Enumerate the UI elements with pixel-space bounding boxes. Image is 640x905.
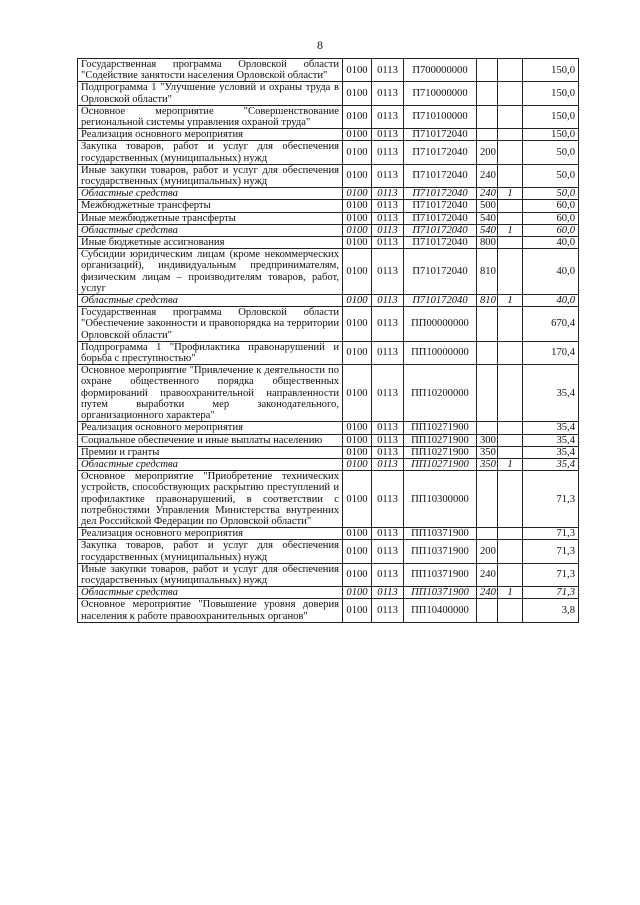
table-row (78, 446, 579, 458)
row-amount-cell: 150,0 (523, 105, 579, 128)
row-amount-cell: 3,8 (523, 599, 579, 622)
row-section-cell: 0100 (343, 249, 372, 295)
row-subsection-cell: 0113 (372, 200, 404, 212)
row-expense-type-cell: 240 (477, 188, 498, 200)
table-row (78, 82, 579, 105)
row-source-cell (498, 129, 523, 141)
row-name-cell: Основное мероприятие "Совершенствование региональной системы управления охраной труда" (78, 105, 343, 128)
row-subsection-cell: 0113 (372, 212, 404, 224)
row-name-cell: Реализация основного мероприятия (78, 422, 343, 434)
row-expense-type-cell (477, 82, 498, 105)
table-row (78, 200, 579, 212)
row-target-code-cell: ПП10300000 (404, 471, 477, 528)
row-amount-cell: 35,4 (523, 434, 579, 446)
row-source-cell (498, 200, 523, 212)
row-amount-cell: 35,4 (523, 458, 579, 470)
row-name-cell: Иные закупки товаров, работ и услуг для обеспечения государственных (муниципальных) нужд (78, 164, 343, 187)
row-subsection-cell: 0113 (372, 422, 404, 434)
row-expense-type-cell: 200 (477, 540, 498, 563)
row-amount-cell: 71,3 (523, 587, 579, 599)
table-row (78, 212, 579, 224)
row-target-code-cell: ПП10371900 (404, 540, 477, 563)
row-source-cell (498, 105, 523, 128)
row-name-cell: Областные средства (78, 188, 343, 200)
row-subsection-cell: 0113 (372, 365, 404, 422)
table-row (78, 224, 579, 236)
table-row (78, 307, 579, 342)
row-expense-type-cell: 810 (477, 249, 498, 295)
row-expense-type-cell: 350 (477, 446, 498, 458)
row-amount-cell: 60,0 (523, 200, 579, 212)
row-name-cell: Межбюджетные трансферты (78, 200, 343, 212)
row-subsection-cell: 0113 (372, 249, 404, 295)
table-row (78, 528, 579, 540)
table-row (78, 164, 579, 187)
row-section-cell: 0100 (343, 59, 372, 82)
row-source-cell: 1 (498, 295, 523, 307)
table-row (78, 434, 579, 446)
row-expense-type-cell (477, 365, 498, 422)
table-row (78, 295, 579, 307)
row-name-cell: Областные средства (78, 295, 343, 307)
row-subsection-cell: 0113 (372, 540, 404, 563)
row-source-cell: 1 (498, 188, 523, 200)
row-target-code-cell: П710100000 (404, 105, 477, 128)
row-subsection-cell: 0113 (372, 307, 404, 342)
table-row (78, 471, 579, 528)
row-target-code-cell: П710172040 (404, 212, 477, 224)
row-name-cell: Реализация основного мероприятия (78, 129, 343, 141)
row-source-cell (498, 341, 523, 364)
row-name-cell: Реализация основного мероприятия (78, 528, 343, 540)
budget-table (77, 58, 579, 623)
row-section-cell: 0100 (343, 587, 372, 599)
row-amount-cell: 50,0 (523, 164, 579, 187)
row-amount-cell: 60,0 (523, 212, 579, 224)
row-source-cell (498, 141, 523, 164)
row-amount-cell: 71,3 (523, 528, 579, 540)
row-source-cell (498, 599, 523, 622)
row-target-code-cell: П710172040 (404, 200, 477, 212)
row-target-code-cell: П700000000 (404, 59, 477, 82)
row-expense-type-cell (477, 105, 498, 128)
row-subsection-cell: 0113 (372, 458, 404, 470)
row-subsection-cell: 0113 (372, 599, 404, 622)
row-source-cell (498, 59, 523, 82)
row-name-cell: Премии и гранты (78, 446, 343, 458)
table-row (78, 105, 579, 128)
table-row (78, 422, 579, 434)
row-section-cell: 0100 (343, 200, 372, 212)
row-target-code-cell: П710172040 (404, 249, 477, 295)
row-name-cell: Основное мероприятие "Повышение уровня доверия населения к работе правоохранительных органов" (78, 599, 343, 622)
row-source-cell: 1 (498, 224, 523, 236)
row-target-code-cell: ПП10371900 (404, 587, 477, 599)
row-expense-type-cell: 810 (477, 295, 498, 307)
row-amount-cell: 150,0 (523, 129, 579, 141)
row-name-cell: Закупка товаров, работ и услуг для обеспечения государственных (муниципальных) нужд (78, 141, 343, 164)
row-section-cell: 0100 (343, 422, 372, 434)
row-expense-type-cell (477, 341, 498, 364)
row-expense-type-cell: 240 (477, 587, 498, 599)
row-subsection-cell: 0113 (372, 563, 404, 586)
row-subsection-cell: 0113 (372, 224, 404, 236)
row-source-cell: 1 (498, 587, 523, 599)
row-section-cell: 0100 (343, 540, 372, 563)
row-amount-cell: 71,3 (523, 563, 579, 586)
row-target-code-cell: ПП00000000 (404, 307, 477, 342)
row-section-cell: 0100 (343, 307, 372, 342)
row-amount-cell: 40,0 (523, 249, 579, 295)
row-source-cell (498, 434, 523, 446)
row-subsection-cell: 0113 (372, 295, 404, 307)
row-amount-cell: 60,0 (523, 224, 579, 236)
row-section-cell: 0100 (343, 446, 372, 458)
row-section-cell: 0100 (343, 105, 372, 128)
row-subsection-cell: 0113 (372, 434, 404, 446)
row-name-cell: Закупка товаров, работ и услуг для обеспечения государственных (муниципальных) нужд (78, 540, 343, 563)
row-target-code-cell: ПП10200000 (404, 365, 477, 422)
row-section-cell: 0100 (343, 82, 372, 105)
row-expense-type-cell: 200 (477, 141, 498, 164)
row-expense-type-cell: 240 (477, 563, 498, 586)
row-section-cell: 0100 (343, 341, 372, 364)
row-name-cell: Государственная программа Орловской области "Содействие занятости населения Орловской области" (78, 59, 343, 82)
row-section-cell: 0100 (343, 365, 372, 422)
row-section-cell: 0100 (343, 129, 372, 141)
row-source-cell (498, 540, 523, 563)
row-target-code-cell: ПП10271900 (404, 422, 477, 434)
row-subsection-cell: 0113 (372, 188, 404, 200)
row-target-code-cell: П710000000 (404, 82, 477, 105)
row-source-cell (498, 446, 523, 458)
row-amount-cell: 35,4 (523, 365, 579, 422)
table-row (78, 365, 579, 422)
row-source-cell (498, 365, 523, 422)
row-amount-cell: 40,0 (523, 237, 579, 249)
row-subsection-cell: 0113 (372, 237, 404, 249)
row-section-cell: 0100 (343, 212, 372, 224)
row-name-cell: Подпрограмма 1 "Улучшение условий и охраны труда в Орловской области" (78, 82, 343, 105)
row-source-cell (498, 249, 523, 295)
table-row (78, 237, 579, 249)
row-expense-type-cell: 300 (477, 434, 498, 446)
row-subsection-cell: 0113 (372, 59, 404, 82)
row-target-code-cell: ПП10000000 (404, 341, 477, 364)
budget-table-body (78, 59, 579, 623)
row-amount-cell: 35,4 (523, 422, 579, 434)
row-source-cell (498, 563, 523, 586)
table-row (78, 141, 579, 164)
row-target-code-cell: П710172040 (404, 188, 477, 200)
row-name-cell: Областные средства (78, 224, 343, 236)
table-row (78, 599, 579, 622)
row-expense-type-cell (477, 471, 498, 528)
row-expense-type-cell: 800 (477, 237, 498, 249)
row-subsection-cell: 0113 (372, 164, 404, 187)
row-section-cell: 0100 (343, 434, 372, 446)
row-source-cell (498, 212, 523, 224)
row-section-cell: 0100 (343, 471, 372, 528)
row-source-cell: 1 (498, 458, 523, 470)
row-name-cell: Иные закупки товаров, работ и услуг для обеспечения государственных (муниципальных) нужд (78, 563, 343, 586)
row-source-cell (498, 528, 523, 540)
row-section-cell: 0100 (343, 164, 372, 187)
row-name-cell: Социальное обеспечение и иные выплаты населению (78, 434, 343, 446)
table-row (78, 188, 579, 200)
row-expense-type-cell (477, 129, 498, 141)
row-source-cell (498, 422, 523, 434)
row-target-code-cell: ПП10400000 (404, 599, 477, 622)
row-expense-type-cell (477, 59, 498, 82)
row-expense-type-cell (477, 528, 498, 540)
row-expense-type-cell: 540 (477, 212, 498, 224)
row-amount-cell: 50,0 (523, 141, 579, 164)
row-subsection-cell: 0113 (372, 341, 404, 364)
row-section-cell: 0100 (343, 458, 372, 470)
row-amount-cell: 150,0 (523, 59, 579, 82)
row-target-code-cell: П710172040 (404, 237, 477, 249)
row-amount-cell: 150,0 (523, 82, 579, 105)
row-expense-type-cell: 240 (477, 164, 498, 187)
row-expense-type-cell: 540 (477, 224, 498, 236)
row-subsection-cell: 0113 (372, 105, 404, 128)
row-target-code-cell: П710172040 (404, 129, 477, 141)
row-target-code-cell: П710172040 (404, 141, 477, 164)
row-name-cell: Основное мероприятие "Привлечение к деятельности по охране общественного порядка общественных формирований правоохранительной направленности путем выработки мер законодательного, организационного характера" (78, 365, 343, 422)
row-name-cell: Субсидии юридическим лицам (кроме некоммерческих организаций), индивидуальным предпринимателям, физическим лицам – производителям товаров, работ, услуг (78, 249, 343, 295)
table-row (78, 129, 579, 141)
row-section-cell: 0100 (343, 188, 372, 200)
row-source-cell (498, 237, 523, 249)
page-number: 8 (317, 38, 323, 52)
row-name-cell: Областные средства (78, 587, 343, 599)
row-target-code-cell: ПП10271900 (404, 434, 477, 446)
row-target-code-cell: ПП10271900 (404, 458, 477, 470)
row-target-code-cell: ПП10371900 (404, 528, 477, 540)
row-source-cell (498, 471, 523, 528)
row-source-cell (498, 82, 523, 105)
row-name-cell: Иные бюджетные ассигнования (78, 237, 343, 249)
table-row (78, 540, 579, 563)
row-target-code-cell: П710172040 (404, 164, 477, 187)
row-expense-type-cell (477, 422, 498, 434)
table-row (78, 563, 579, 586)
row-target-code-cell: ПП10371900 (404, 563, 477, 586)
row-subsection-cell: 0113 (372, 446, 404, 458)
row-source-cell (498, 307, 523, 342)
row-subsection-cell: 0113 (372, 471, 404, 528)
row-section-cell: 0100 (343, 295, 372, 307)
table-row (78, 249, 579, 295)
row-subsection-cell: 0113 (372, 587, 404, 599)
row-section-cell: 0100 (343, 599, 372, 622)
row-amount-cell: 170,4 (523, 341, 579, 364)
table-row (78, 59, 579, 82)
row-section-cell: 0100 (343, 528, 372, 540)
row-expense-type-cell (477, 599, 498, 622)
row-amount-cell: 35,4 (523, 446, 579, 458)
row-name-cell: Государственная программа Орловской области "Обеспечение законности и правопорядка на территории Орловской области" (78, 307, 343, 342)
row-amount-cell: 50,0 (523, 188, 579, 200)
row-subsection-cell: 0113 (372, 141, 404, 164)
row-target-code-cell: П710172040 (404, 295, 477, 307)
row-subsection-cell: 0113 (372, 528, 404, 540)
row-name-cell: Иные межбюджетные трансферты (78, 212, 343, 224)
row-amount-cell: 40,0 (523, 295, 579, 307)
table-row (78, 587, 579, 599)
row-section-cell: 0100 (343, 141, 372, 164)
table-row (78, 341, 579, 364)
row-amount-cell: 71,3 (523, 540, 579, 563)
row-section-cell: 0100 (343, 224, 372, 236)
row-target-code-cell: П710172040 (404, 224, 477, 236)
row-expense-type-cell: 350 (477, 458, 498, 470)
row-expense-type-cell: 500 (477, 200, 498, 212)
row-target-code-cell: ПП10271900 (404, 446, 477, 458)
row-expense-type-cell (477, 307, 498, 342)
row-amount-cell: 71,3 (523, 471, 579, 528)
row-amount-cell: 670,4 (523, 307, 579, 342)
row-section-cell: 0100 (343, 237, 372, 249)
row-source-cell (498, 164, 523, 187)
row-subsection-cell: 0113 (372, 82, 404, 105)
row-name-cell: Основное мероприятие "Приобретение технических устройств, способствующих раскрытию преступлений и профилактике правонарушений, в соответствии с потребностями Управления Министерства внутренних дел Российской Федерации по Орловской области" (78, 471, 343, 528)
row-subsection-cell: 0113 (372, 129, 404, 141)
row-name-cell: Подпрограмма 1 "Профилактика правонарушений и борьба с преступностью" (78, 341, 343, 364)
row-section-cell: 0100 (343, 563, 372, 586)
row-name-cell: Областные средства (78, 458, 343, 470)
table-row (78, 458, 579, 470)
